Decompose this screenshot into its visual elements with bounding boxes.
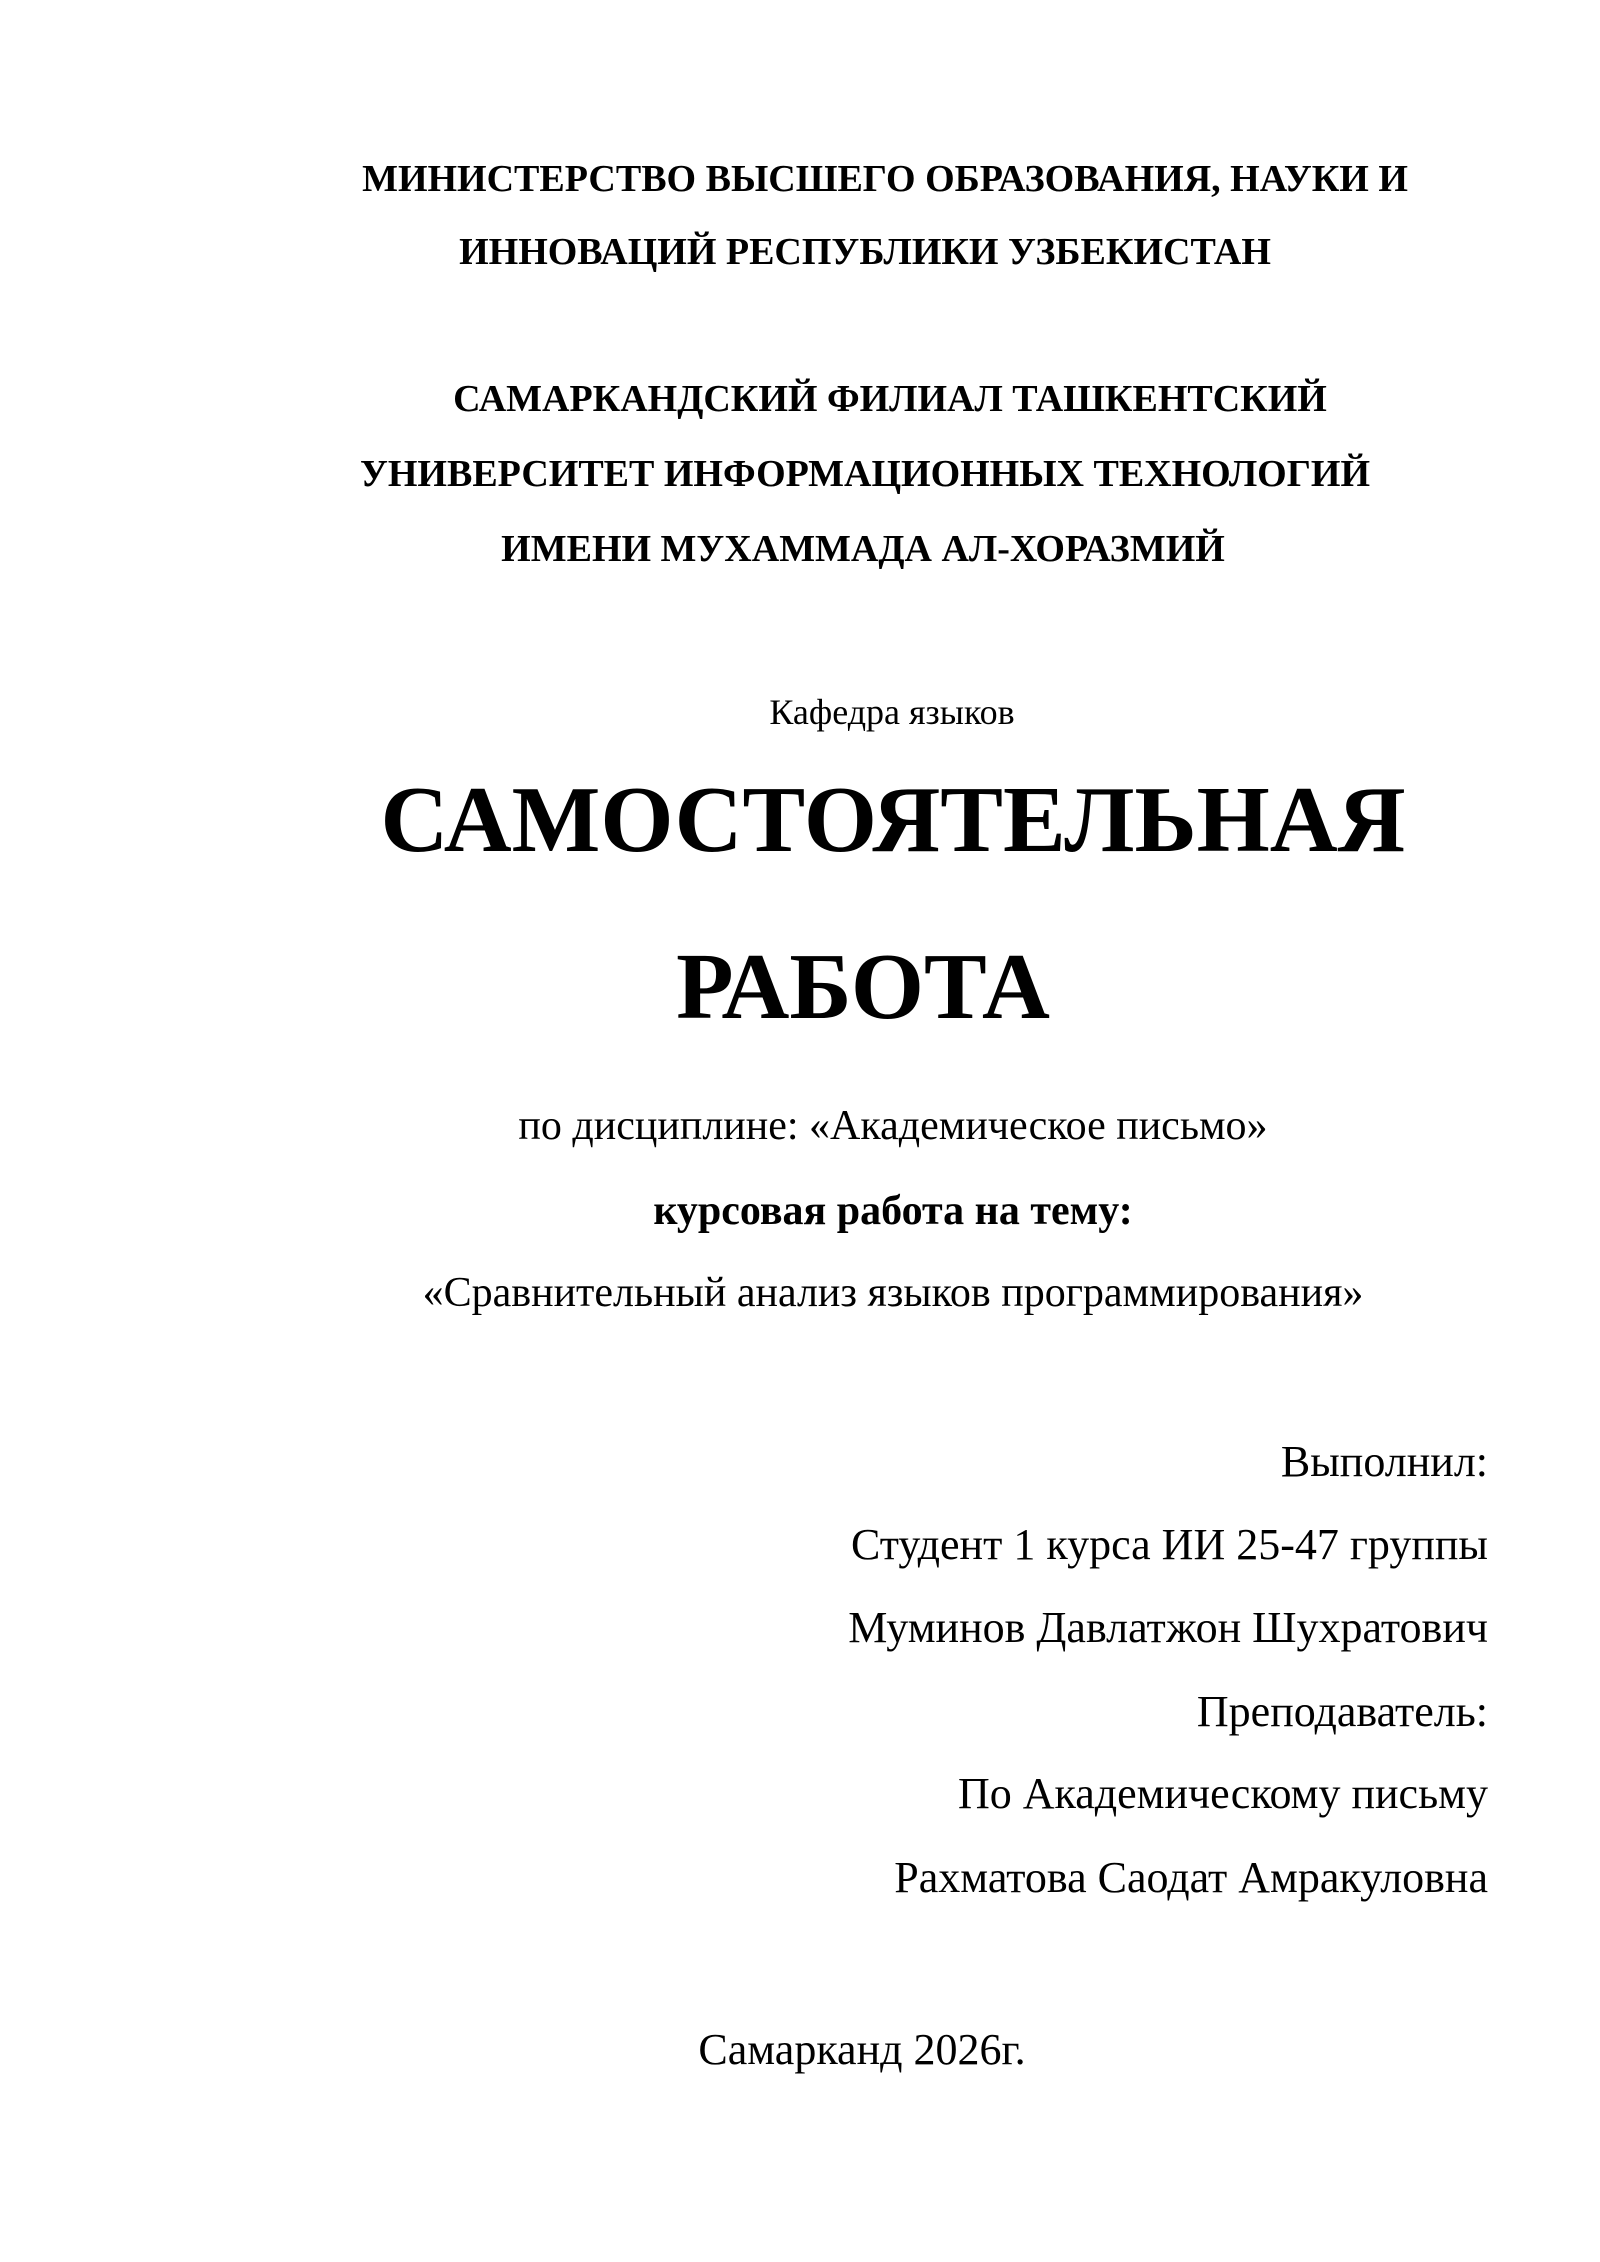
department: Кафедра языков <box>769 692 1015 732</box>
subject-line: по дисциплине: «Академическое письмо» <box>518 1103 1268 1149</box>
teacher-label: Преподаватель: <box>1196 1687 1488 1736</box>
university-line-1: САМАРКАНДСКИЙ ФИЛИАЛ ТАШКЕНТСКИЙ <box>453 378 1327 420</box>
university-line-2: УНИВЕРСИТЕТ ИНФОРМАЦИОННЫХ ТЕХНОЛОГИЙ <box>359 453 1371 495</box>
author-label: Выполнил: <box>1280 1437 1488 1486</box>
university-line-3: ИМЕНИ МУХАММАДА АЛ-ХОРАЗМИЙ <box>501 528 1225 570</box>
ministry-line-2: ИННОВАЦИЙ РЕСПУБЛИКИ УЗБЕКИСТАН <box>459 231 1271 273</box>
title-line-2: РАБОТА <box>676 935 1050 1039</box>
author-name: Муминов Давлатжон Шухратович <box>848 1603 1488 1652</box>
ministry-line-1: МИНИСТЕРСТВО ВЫСШЕГО ОБРАЗОВАНИЯ, НАУКИ И <box>362 158 1408 200</box>
title-line-1: САМОСТОЯТЕЛЬНАЯ <box>380 768 1406 872</box>
teacher-name: Рахматова Саодат Амракуловна <box>894 1853 1488 1902</box>
city-year: Самарканд 2026г. <box>698 2025 1026 2074</box>
author-group: Студент 1 курса ИИ 25-47 группы <box>850 1520 1488 1569</box>
topic-label: курсовая работа на тему: <box>653 1188 1133 1234</box>
topic-title: «Сравнительный анализ языков программирования» <box>422 1270 1364 1316</box>
teacher-subject: По Академическому письму <box>957 1769 1488 1818</box>
